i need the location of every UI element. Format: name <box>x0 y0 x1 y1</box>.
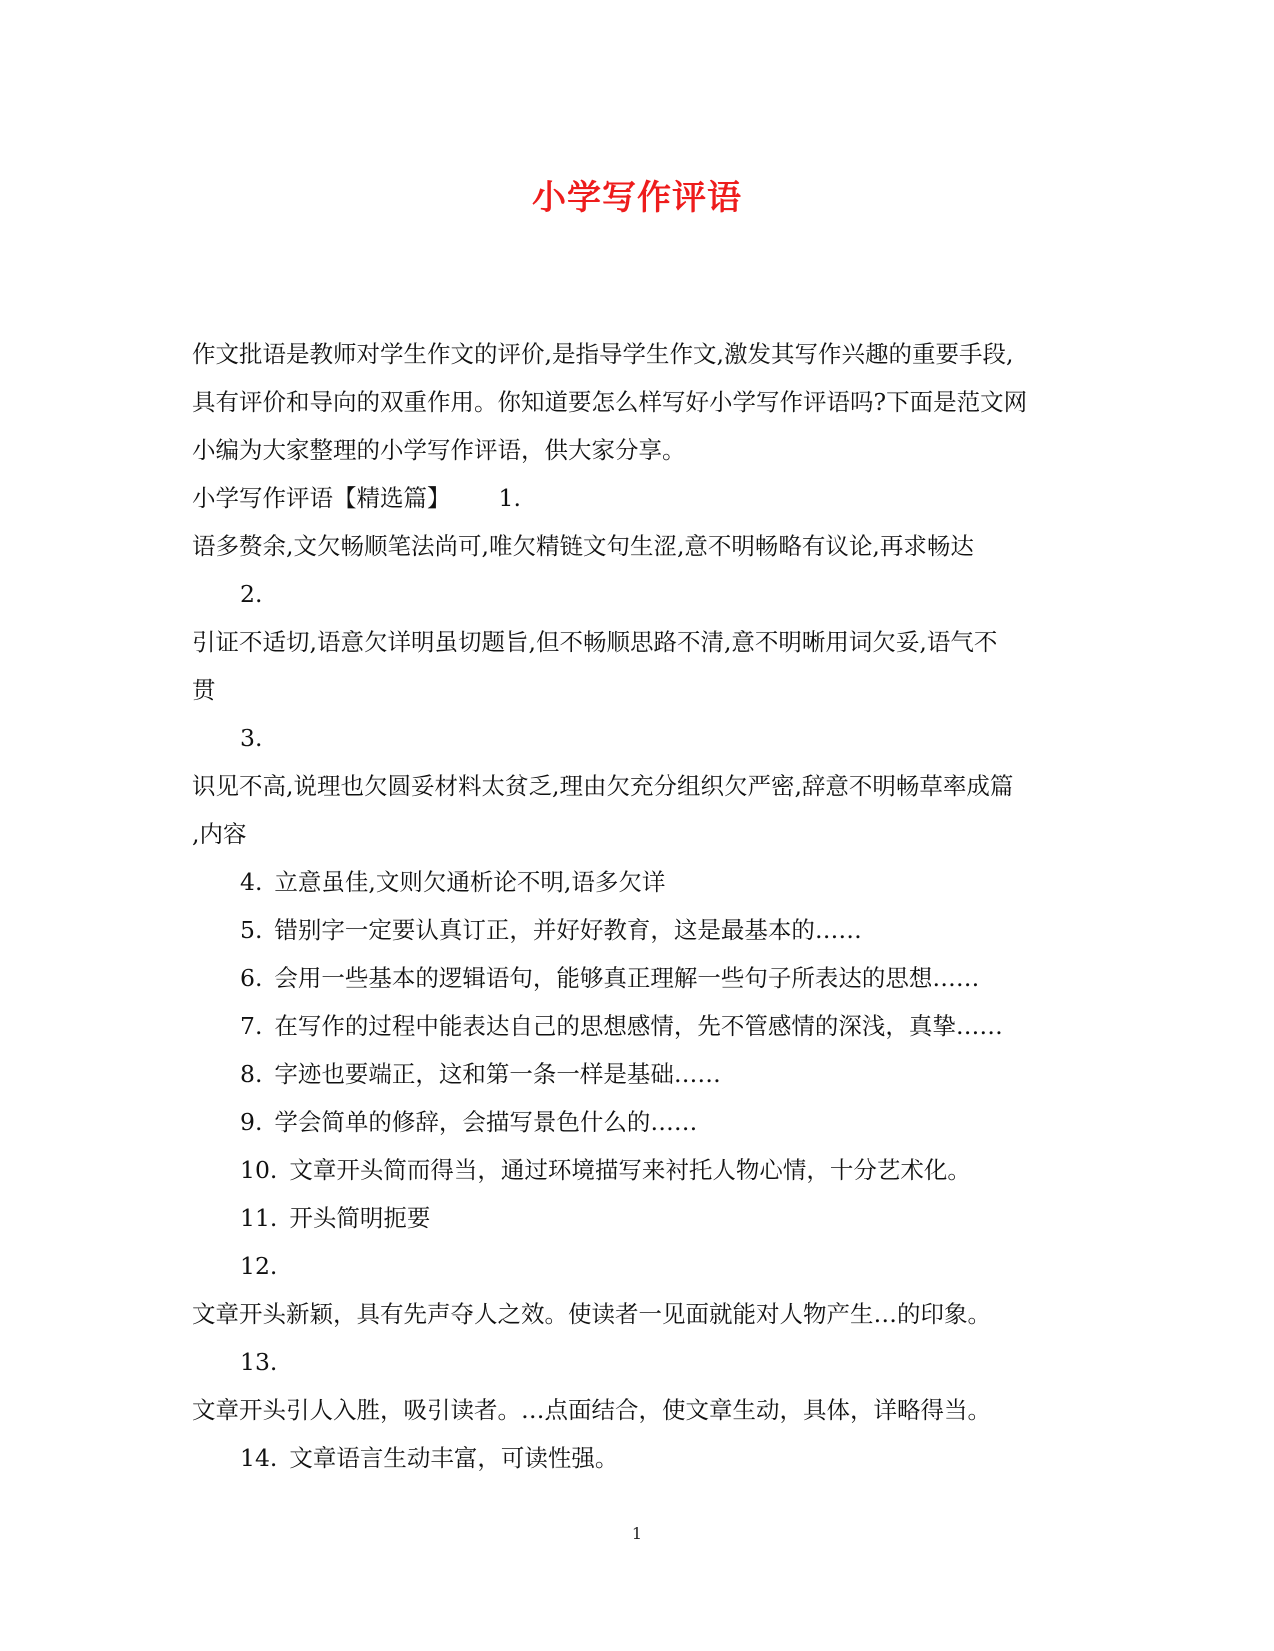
list-item-9 <box>192 1098 1087 1146</box>
item-2-text-line-1: 引证不适切,语意欠详明虽切题旨,但不畅顺思路不清,意不明晰用词欠妥,语气不 <box>192 628 998 656</box>
item-4-text: 立意虽佳,文则欠通析论不明,语多欠详 <box>274 868 666 896</box>
list-item-11 <box>192 1194 1087 1242</box>
item-9-text: 学会简单的修辞，会描写景色什么的…… <box>274 1108 698 1136</box>
item-5-text: 错别字一定要认真订正，并好好教育，这是最基本的…… <box>274 916 862 944</box>
intro-line-2: 具有评价和导向的双重作用。你知道要怎么样写好小学写作评语吗?下面是范文网 <box>192 388 1028 416</box>
item-3-text-line-2: ,内容 <box>192 820 247 848</box>
item-2-text-line-2: 贯 <box>192 676 216 704</box>
item-4-number: 4. <box>240 868 263 896</box>
list-item-5 <box>192 906 1087 954</box>
intro-line-3: 小编为大家整理的小学写作评语，供大家分享。 <box>192 436 686 464</box>
item-3-number: 3. <box>240 724 263 752</box>
item-1-text: 语多赘余,文欠畅顺笔法尚可,唯欠精链文句生涩,意不明畅略有议论,再求畅达 <box>192 532 974 560</box>
document-title: 小学写作评语 <box>532 178 742 218</box>
item-14-text: 文章语言生动丰富，可读性强。 <box>289 1444 619 1472</box>
item-5-number: 5. <box>240 916 263 944</box>
item-13-text: 文章开头引人入胜，吸引读者。…点面结合，使文章生动，具体，详略得当。 <box>192 1396 991 1424</box>
section-heading: 小学写作评语【精选篇】 <box>192 484 451 512</box>
list-item-10 <box>192 1146 1087 1194</box>
intro-line-1: 作文批语是教师对学生作文的评价,是指导学生作文,激发其写作兴趣的重要手段, <box>192 340 1014 368</box>
item-10-text: 文章开头简而得当，通过环境描写来衬托人物心情，十分艺术化。 <box>289 1156 971 1184</box>
item-9-number: 9. <box>240 1108 263 1136</box>
item-11-text: 开头简明扼要 <box>289 1204 431 1232</box>
item-8-number: 8. <box>240 1060 263 1088</box>
item-8-text: 字迹也要端正，这和第一条一样是基础…… <box>274 1060 721 1088</box>
list-item-4 <box>192 858 1087 906</box>
list-item-7 <box>192 1002 1087 1050</box>
item-6-text: 会用一些基本的逻辑语句，能够真正理解一些句子所表达的思想…… <box>274 964 980 992</box>
item-6-number: 6. <box>240 964 263 992</box>
item-12-number: 12. <box>240 1252 278 1280</box>
page-number: 1 <box>631 1524 643 1543</box>
item-7-number: 7. <box>240 1012 263 1040</box>
list-item-14 <box>192 1434 1087 1482</box>
document-body <box>192 330 1087 1482</box>
item-12-text: 文章开头新颖，具有先声夺人之效。使读者一见面就能对人物产生…的印象。 <box>192 1300 991 1328</box>
item-14-number: 14. <box>240 1444 278 1472</box>
item-7-text: 在写作的过程中能表达自己的思想感情，先不管感情的深浅，真挚…… <box>274 1012 1003 1040</box>
list-item-8 <box>192 1050 1087 1098</box>
item-13-number: 13. <box>240 1348 278 1376</box>
item-11-number: 11. <box>240 1204 278 1232</box>
item-1-number: 1. <box>498 484 521 512</box>
list-item-6 <box>192 954 1087 1002</box>
section-heading-line <box>192 474 1087 522</box>
item-2-number: 2. <box>240 580 263 608</box>
item-10-number: 10. <box>240 1156 278 1184</box>
item-3-text-line-1: 识见不高,说理也欠圆妥材料太贫乏,理由欠充分组织欠严密,辞意不明畅草率成篇 <box>192 772 1014 800</box>
